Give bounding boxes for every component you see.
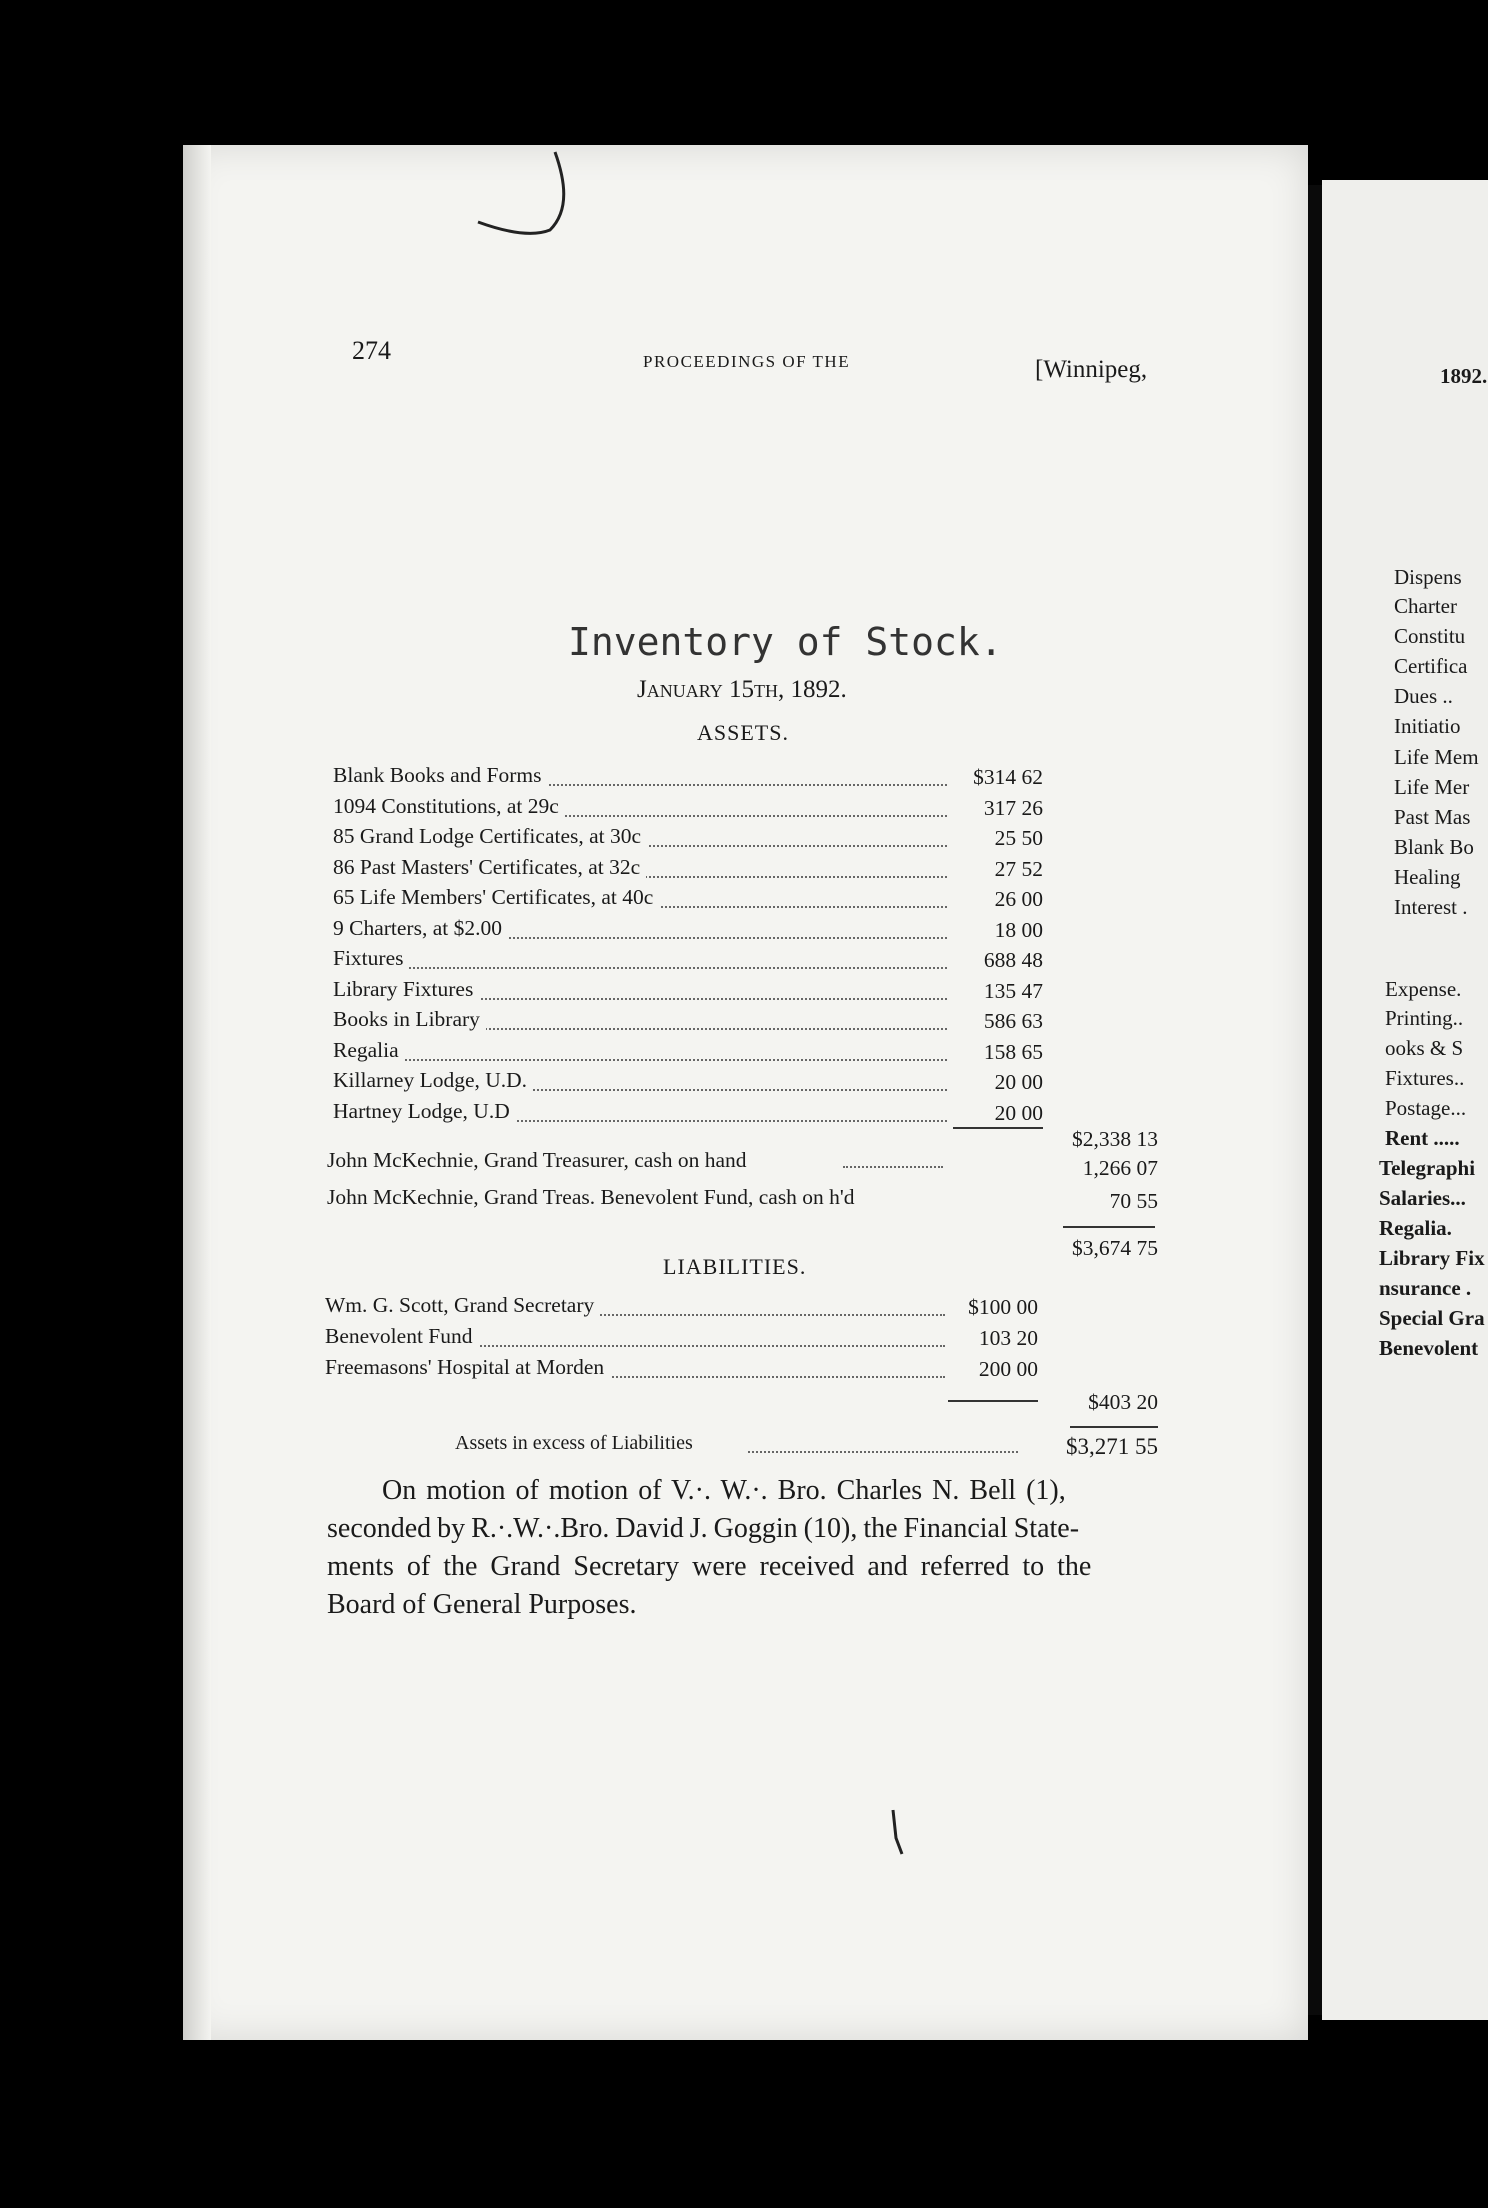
asset-amount: 18 00 — [948, 918, 1043, 943]
paragraph-line: seconded by R.·.W.·.Bro. David J. Goggin (10), the Financial State- — [327, 1513, 1080, 1544]
cash-row-benevolent-amount: 70 55 — [1109, 1189, 1158, 1213]
assets-total: $3,674 75 — [1072, 1236, 1158, 1260]
liability-label: Freemasons' Hospital at Morden — [325, 1355, 610, 1379]
next-page-item: Fixtures.. — [1385, 1066, 1465, 1090]
asset-amount: 26 00 — [948, 887, 1043, 912]
excess-dots — [748, 1451, 1018, 1453]
asset-row — [333, 1099, 1043, 1129]
document-date: January 15th, 1892. — [637, 676, 847, 703]
next-page-item: Dues .. — [1394, 684, 1453, 708]
asset-row — [333, 916, 1043, 946]
asset-row — [333, 763, 1043, 793]
asset-row — [333, 794, 1043, 824]
asset-row — [333, 1038, 1043, 1068]
motion-paragraph — [327, 1472, 1137, 1624]
asset-amount: 158 65 — [948, 1040, 1043, 1065]
asset-label: Regalia — [333, 1038, 405, 1062]
liabilities-subtotal-rule — [948, 1400, 1038, 1402]
running-head: PROCEEDINGS OF THE — [643, 352, 851, 371]
leader-dots — [333, 967, 1043, 969]
asset-row — [333, 855, 1043, 885]
asset-label: Books in Library — [333, 1007, 486, 1031]
asset-label: Killarney Lodge, U.D. — [333, 1068, 533, 1092]
next-page-item: Rent ..... — [1385, 1126, 1460, 1150]
asset-row — [333, 977, 1043, 1007]
asset-label: 9 Charters, at $2.00 — [333, 916, 508, 940]
running-head-place: [Winnipeg, — [1035, 356, 1148, 383]
next-page-item: ooks & S — [1385, 1036, 1464, 1060]
next-page-item: Life Mem — [1394, 745, 1479, 769]
leader-dots — [333, 1059, 1043, 1061]
next-page-item: Library Fix — [1379, 1246, 1485, 1270]
asset-row — [333, 1007, 1043, 1037]
liability-amount: 103 20 — [978, 1326, 1038, 1350]
asset-label: Library Fixtures — [333, 977, 479, 1001]
liabilities-total-rule — [1070, 1426, 1158, 1428]
liabilities-total: $403 20 — [1088, 1390, 1158, 1414]
assets-total-rule — [1063, 1226, 1155, 1228]
asset-label: Hartney Lodge, U.D — [333, 1099, 516, 1123]
next-page-item: Blank Bo — [1394, 835, 1474, 859]
asset-row — [333, 946, 1043, 976]
paragraph-line: ments of the Grand Secretary were received and referred to the — [327, 1551, 1092, 1582]
page-edge-shadow — [183, 145, 211, 2040]
asset-label: 85 Grand Lodge Certificates, at 30c — [333, 824, 647, 848]
asset-amount: 20 00 — [948, 1101, 1043, 1126]
asset-label: 1094 Constitutions, at 29c — [333, 794, 565, 818]
assets-heading: ASSETS. — [697, 720, 789, 745]
liability-row — [325, 1355, 945, 1385]
asset-amount: 25 50 — [948, 826, 1043, 851]
page-number: 274 — [352, 336, 391, 365]
next-page-item: Charter — [1394, 594, 1457, 618]
asset-label: Blank Books and Forms — [333, 763, 547, 787]
next-page-item: Special Gra — [1379, 1306, 1485, 1330]
next-page-item: Dispens — [1394, 565, 1462, 589]
asset-row — [333, 824, 1043, 854]
next-page-item: Healing — [1394, 865, 1461, 889]
pen-stroke-icon — [888, 1808, 908, 1858]
next-page-item: Initiatio — [1394, 714, 1461, 738]
excess-label: Assets in excess of Liabilities — [455, 1432, 693, 1454]
liability-amount: $100 00 — [968, 1295, 1038, 1319]
assets-subtotal: $2,338 13 — [1072, 1127, 1158, 1151]
next-page-item: Constitu — [1394, 624, 1466, 648]
next-page-item: Telegraphi — [1379, 1156, 1476, 1180]
excess-amount: $3,271 55 — [1066, 1434, 1158, 1459]
pen-mark-icon — [470, 150, 580, 245]
asset-row — [333, 1068, 1043, 1098]
asset-amount: 27 52 — [948, 857, 1043, 882]
cash-row-treasurer-dots — [843, 1166, 943, 1168]
asset-amount: 20 00 — [948, 1070, 1043, 1095]
asset-row — [333, 885, 1043, 915]
next-page-item: Expense. — [1385, 977, 1462, 1001]
next-page-item: Certifica — [1394, 654, 1468, 678]
next-page-year: 1892. — [1440, 364, 1488, 388]
asset-amount: 688 48 — [948, 948, 1043, 973]
asset-amount: $314 62 — [948, 765, 1043, 790]
paragraph-line: Board of General Purposes. — [327, 1589, 637, 1620]
liability-row — [325, 1293, 945, 1323]
asset-label: 86 Past Masters' Certificates, at 32c — [333, 855, 646, 879]
next-page-item: Salaries... — [1379, 1186, 1466, 1210]
next-page-item: Interest . — [1394, 895, 1468, 919]
cash-row-benevolent-label: John McKechnie, Grand Treas. Benevolent Fund, cash on h'd — [327, 1185, 855, 1209]
next-page-item: Past Mas — [1394, 805, 1471, 829]
liabilities-heading: LIABILITIES. — [663, 1254, 807, 1279]
next-page-fragment — [1322, 180, 1488, 2020]
asset-label: 65 Life Members' Certificates, at 40c — [333, 885, 659, 909]
book-gutter — [1308, 185, 1322, 2015]
next-page-item: Life Mer — [1394, 775, 1470, 799]
document-title: Inventory of Stock. — [568, 620, 1003, 664]
asset-amount: 317 26 — [948, 796, 1043, 821]
next-page-item: nsurance . — [1379, 1276, 1472, 1300]
liability-label: Wm. G. Scott, Grand Secretary — [325, 1293, 600, 1317]
liability-amount: 200 00 — [978, 1357, 1038, 1381]
asset-label: Fixtures — [333, 946, 409, 970]
asset-amount: 135 47 — [948, 979, 1043, 1004]
next-page-item: Regalia. — [1379, 1216, 1452, 1240]
liability-label: Benevolent Fund — [325, 1324, 479, 1348]
asset-amount: 586 63 — [948, 1009, 1043, 1034]
liability-row — [325, 1324, 945, 1354]
next-page-item: Benevolent — [1379, 1336, 1479, 1360]
paragraph-line: On motion of motion of V.·. W.·. Bro. Charles N. Bell (1), — [382, 1475, 1066, 1506]
cash-row-treasurer-label: John McKechnie, Grand Treasurer, cash on hand — [327, 1148, 747, 1172]
next-page-item: Printing.. — [1385, 1006, 1464, 1030]
cash-row-treasurer-amount: 1,266 07 — [1082, 1156, 1158, 1180]
next-page-item: Postage... — [1385, 1096, 1467, 1120]
